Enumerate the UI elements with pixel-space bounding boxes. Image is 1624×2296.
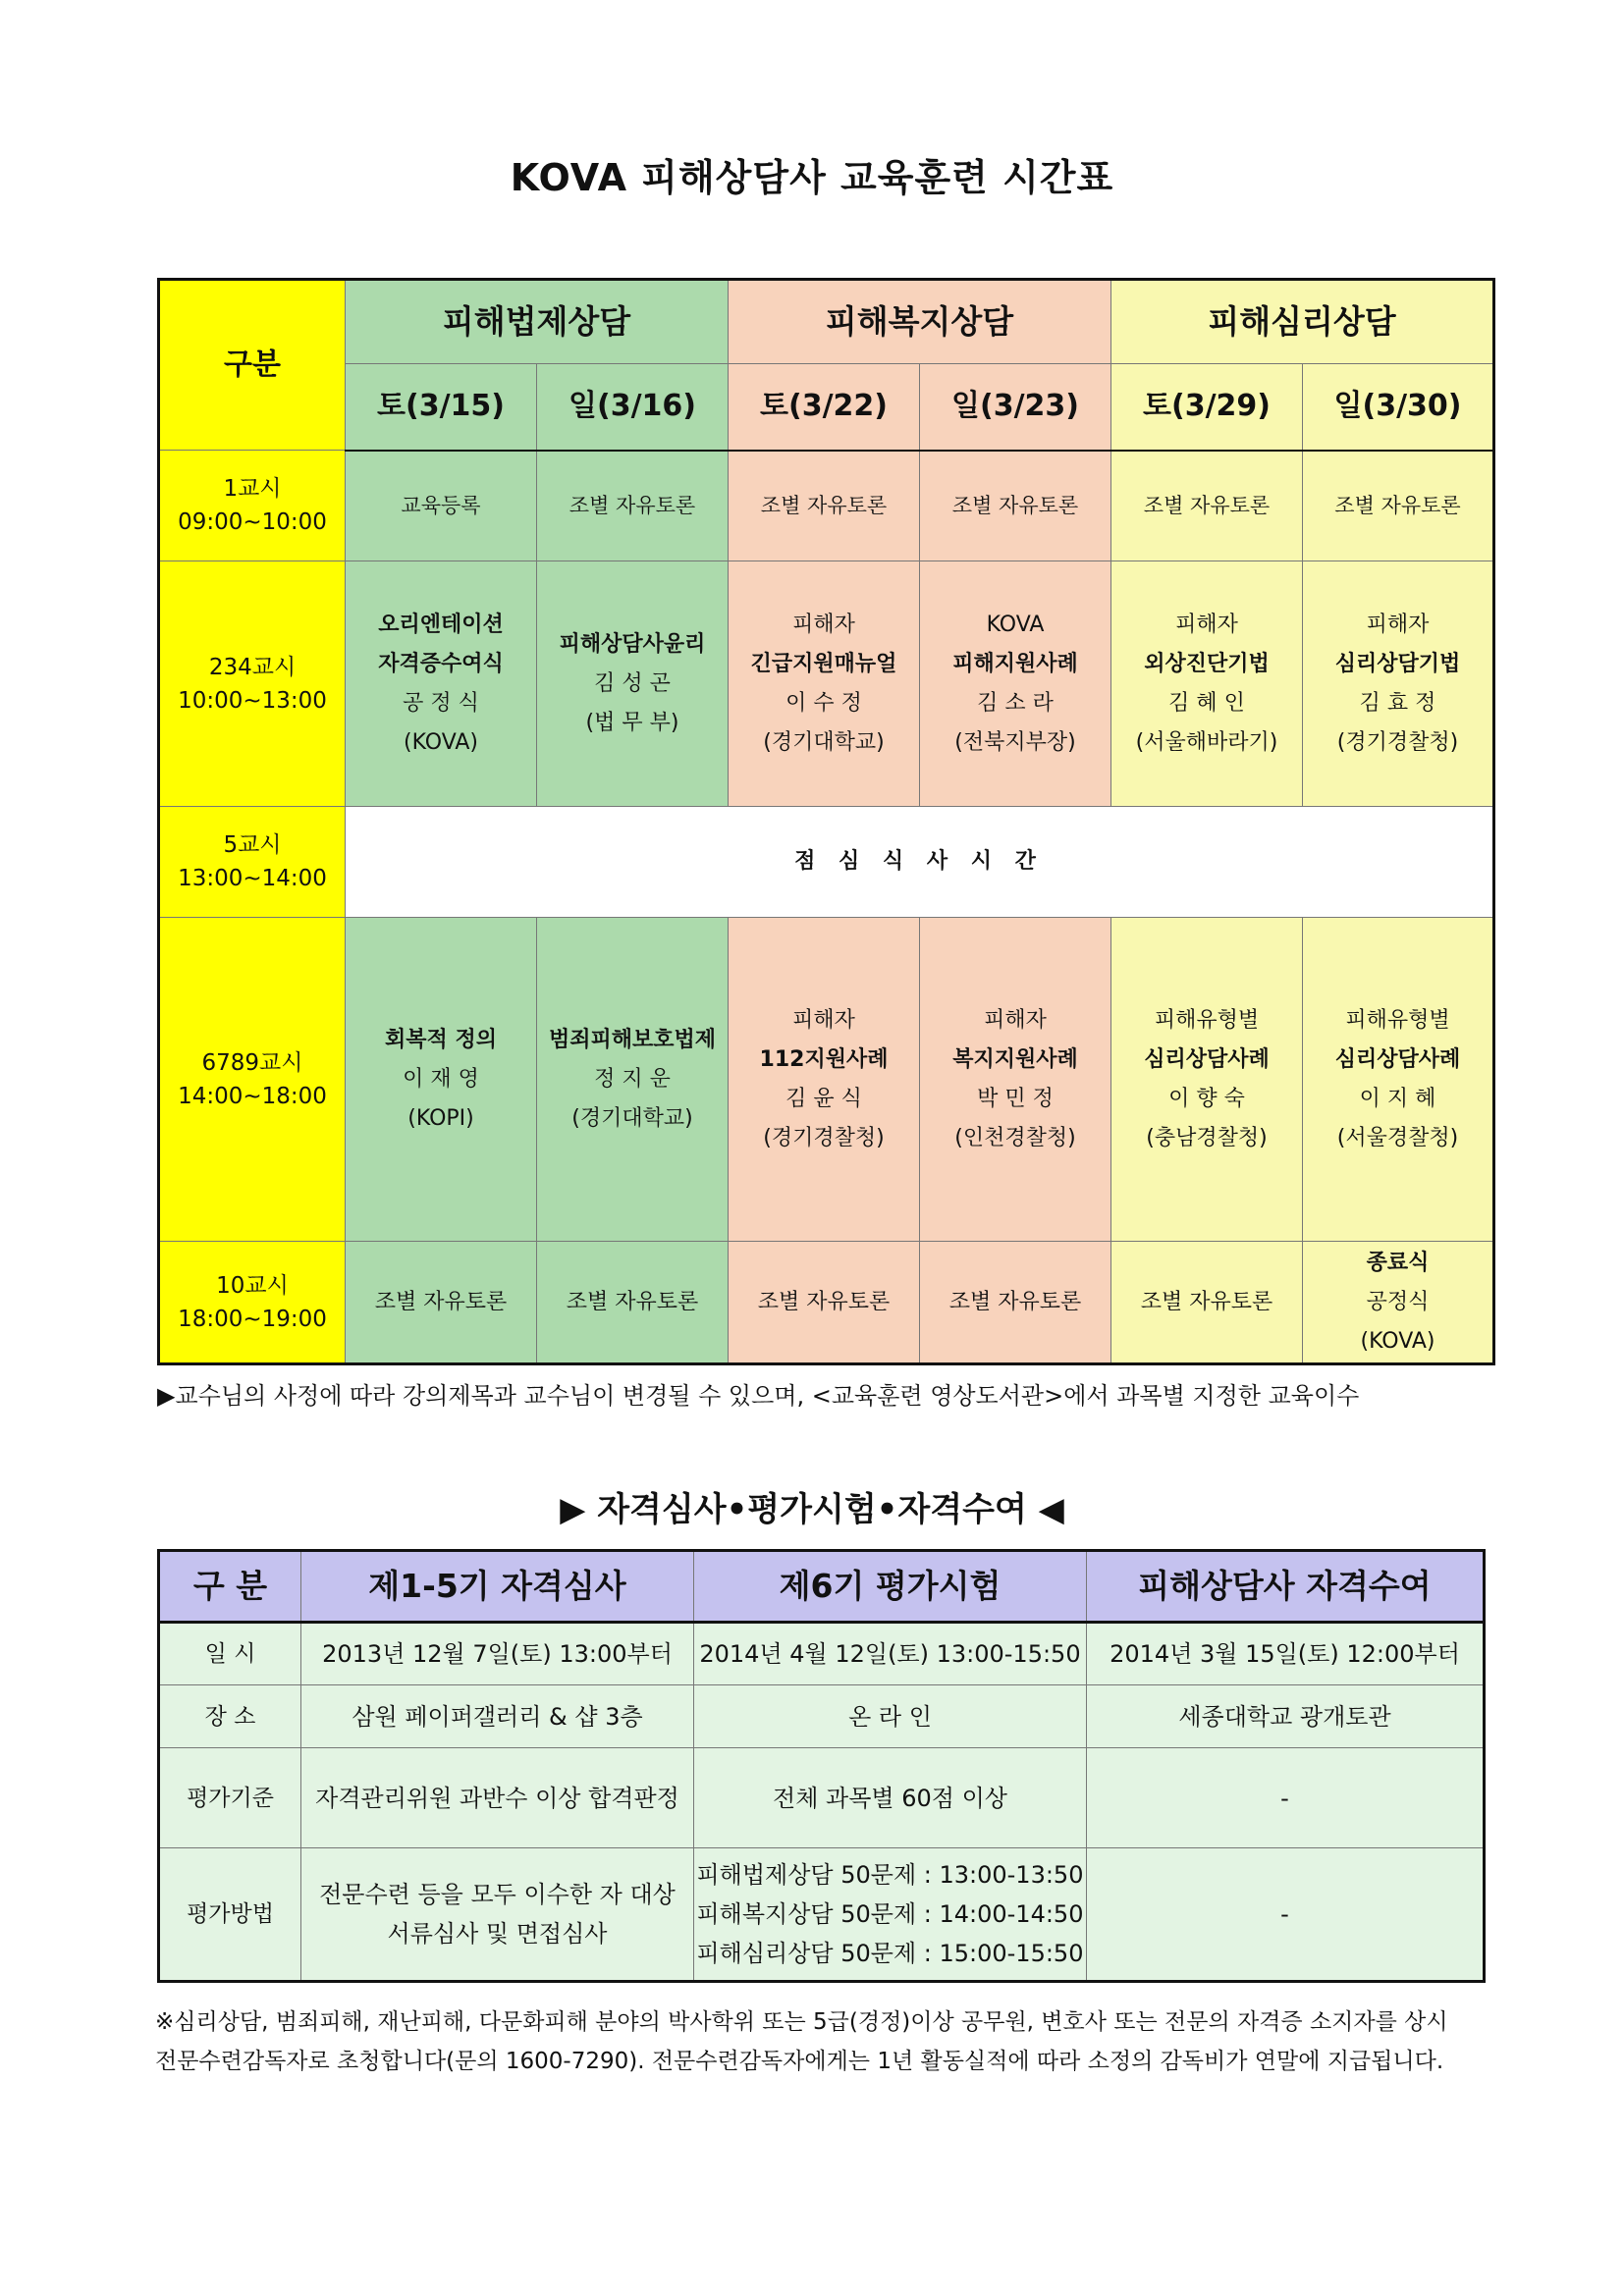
session-affiliation: (서울경찰청) xyxy=(1336,1125,1459,1150)
period-name: 10교시 xyxy=(216,1272,289,1299)
session-affiliation: (서울해바라기) xyxy=(1135,729,1278,755)
period-cell xyxy=(159,807,346,918)
session-cell xyxy=(920,561,1111,807)
session-lecturer: 이 향 숙 xyxy=(1168,1086,1245,1111)
group-legal: 피해법제상담 xyxy=(346,280,729,364)
session-affiliation: (인천경찰청) xyxy=(954,1125,1076,1150)
session-lecturer: 공 정 식 xyxy=(403,690,479,716)
session-cell: 조별 자유토론 xyxy=(1111,1242,1303,1364)
day-header: 토(3/29) xyxy=(1111,364,1303,451)
session-lecturer: 이 재 영 xyxy=(403,1066,479,1092)
page-title: KOVA 피해상담사 교육훈련 시간표 xyxy=(510,156,1114,199)
exam-header-row xyxy=(159,1551,1485,1623)
period-cell xyxy=(159,451,346,561)
period-name: 1교시 xyxy=(223,476,282,502)
session-affiliation: (경기경찰청) xyxy=(763,1125,885,1150)
exam-cell-line: 피해법제상담 50문제 : 13:00-13:50 xyxy=(696,1861,1084,1889)
session-title: 자격증수여식 xyxy=(378,651,504,676)
schedule-row xyxy=(159,561,1494,807)
session-lecturer: 김 윤 식 xyxy=(785,1086,862,1111)
footer-note-line: ※심리상담, 범죄피해, 재난피해, 다문화피해 분야의 박사학위 또는 5급(경정)이상 공무원, 변호사 또는 전문의 자격증 소지자를 상시 xyxy=(155,2009,1448,2035)
exam-cell xyxy=(301,1848,694,1982)
session-cell: 조별 자유토론 xyxy=(729,1242,920,1364)
session-cell xyxy=(537,918,729,1242)
period-name: 6789교시 xyxy=(201,1049,303,1076)
schedule-header-groups xyxy=(159,280,1494,364)
session-cell xyxy=(346,918,537,1242)
session-affiliation: (충남경찰청) xyxy=(1146,1125,1268,1150)
exam-header: 구 분 xyxy=(159,1551,301,1623)
session-lecturer: 김 성 곤 xyxy=(594,670,671,696)
session-affiliation: (전북지부장) xyxy=(954,729,1076,755)
session-title: 심리상담사례 xyxy=(1144,1046,1270,1072)
exam-header: 제1-5기 자격심사 xyxy=(301,1551,694,1623)
session-title: 심리상담사례 xyxy=(1334,1046,1461,1072)
session-affiliation: (KOPI) xyxy=(407,1105,474,1131)
schedule-table xyxy=(157,278,1495,1365)
session-cell: 조별 자유토론 xyxy=(1303,451,1494,561)
session-affiliation: (KOVA) xyxy=(1360,1328,1435,1354)
period-name: 5교시 xyxy=(223,832,282,858)
exam-cell-line: 피해복지상담 50문제 : 14:00-14:50 xyxy=(696,1900,1084,1928)
session-cell xyxy=(346,561,537,807)
period-cell xyxy=(159,561,346,807)
session-title: 피해지원사례 xyxy=(952,651,1078,676)
period-cell xyxy=(159,1242,346,1364)
session-title: 112지원사례 xyxy=(759,1046,889,1072)
session-lecturer: 정 지 운 xyxy=(594,1066,671,1092)
day-header: 토(3/22) xyxy=(729,364,920,451)
exam-row-label: 장 소 xyxy=(159,1685,301,1748)
session-cell: 조별 자유토론 xyxy=(920,1242,1111,1364)
exam-cell: 삼원 페이퍼갤러리 & 샵 3층 xyxy=(301,1685,694,1748)
period-time: 09:00~10:00 xyxy=(178,509,327,535)
session-cell: 조별 자유토론 xyxy=(537,451,729,561)
schedule-header-days xyxy=(159,364,1494,451)
exam-cell-line: 전문수련 등을 모두 이수한 자 대상 xyxy=(319,1881,676,1908)
session-title: 긴급지원매뉴얼 xyxy=(750,651,897,676)
schedule-row xyxy=(159,451,1494,561)
session-cell xyxy=(729,561,920,807)
exam-cell: 전체 과목별 60점 이상 xyxy=(694,1748,1087,1848)
group-psych: 피해심리상담 xyxy=(1111,280,1494,364)
period-name: 234교시 xyxy=(208,654,297,680)
session-title: 범죄피해보호법제 xyxy=(548,1027,717,1052)
period-time: 18:00~19:00 xyxy=(178,1306,327,1332)
day-header: 일(3/23) xyxy=(920,364,1111,451)
exam-row xyxy=(159,1748,1485,1848)
session-lecturer: 박 민 정 xyxy=(977,1086,1054,1111)
session-title: 외상진단기법 xyxy=(1144,651,1270,676)
session-cell xyxy=(729,918,920,1242)
session-lecturer: 김 효 정 xyxy=(1359,690,1436,716)
period-time: 13:00~14:00 xyxy=(178,866,327,891)
session-cell: 조별 자유토론 xyxy=(729,451,920,561)
session-cell: 교육등록 xyxy=(346,451,537,561)
session-lecturer: 김 혜 인 xyxy=(1168,690,1245,716)
lunch-cell: 점 심 식 사 시 간 xyxy=(346,807,1494,918)
footer-note-line: 전문수련감독자로 초청합니다(문의 1600-7290). 전문수련감독자에게는 1년 활동실적에 따라 소정의 감독비가 연말에 지급됩니다. xyxy=(155,2049,1444,2074)
session-cell xyxy=(1303,1242,1494,1364)
session-line: 피해자 xyxy=(984,1007,1047,1033)
schedule-note: ▶교수님의 사정에 따라 강의제목과 교수님이 변경될 수 있으며, <교육훈련 영상도서관>에서 과목별 지정한 교육이수 xyxy=(157,1382,1360,1410)
session-cell: 조별 자유토론 xyxy=(920,451,1111,561)
exam-header: 피해상담사 자격수여 xyxy=(1087,1551,1485,1623)
session-affiliation: (경기경찰청) xyxy=(1336,729,1459,755)
exam-cell: 2013년 12월 7일(토) 13:00부터 xyxy=(301,1623,694,1685)
session-line: 피해자 xyxy=(1175,612,1238,637)
exam-row xyxy=(159,1685,1485,1748)
schedule-row xyxy=(159,918,1494,1242)
session-affiliation: (KOVA) xyxy=(403,729,478,755)
exam-cell: 자격관리위원 과반수 이상 합격판정 xyxy=(301,1748,694,1848)
exam-row-label: 일 시 xyxy=(159,1623,301,1685)
session-title: 회복적 정의 xyxy=(385,1027,497,1052)
session-line: 피해자 xyxy=(792,612,855,637)
session-cell: 조별 자유토론 xyxy=(537,1242,729,1364)
session-title: 종료식 xyxy=(1366,1250,1430,1275)
exam-cell: 2014년 3월 15일(토) 12:00부터 xyxy=(1087,1623,1485,1685)
session-lecturer: 이 지 혜 xyxy=(1359,1086,1436,1111)
section-title: ▶ 자격심사•평가시험•자격수여 ◀ xyxy=(560,1490,1064,1529)
session-cell xyxy=(1111,918,1303,1242)
exam-cell xyxy=(694,1848,1087,1982)
schedule-row xyxy=(159,807,1494,918)
session-cell xyxy=(537,561,729,807)
session-cell xyxy=(1303,918,1494,1242)
session-cell xyxy=(1303,561,1494,807)
exam-cell: - xyxy=(1087,1848,1485,1982)
session-cell: 조별 자유토론 xyxy=(1111,451,1303,561)
session-affiliation: (법 무 부) xyxy=(585,710,679,735)
session-line: 오리엔테이션 xyxy=(378,612,504,637)
exam-row-label: 평가방법 xyxy=(159,1848,301,1982)
exam-row xyxy=(159,1848,1485,1982)
exam-row xyxy=(159,1623,1485,1685)
period-time: 10:00~13:00 xyxy=(178,687,327,714)
period-time: 14:00~18:00 xyxy=(178,1083,327,1109)
period-cell xyxy=(159,918,346,1242)
exam-cell: - xyxy=(1087,1748,1485,1848)
schedule-row xyxy=(159,1242,1494,1364)
session-lecturer: 공정식 xyxy=(1366,1289,1430,1314)
session-line: 피해유형별 xyxy=(1345,1007,1450,1033)
exam-cell-line: 피해심리상담 50문제 : 15:00-15:50 xyxy=(696,1940,1084,1967)
exam-header: 제6기 평가시험 xyxy=(694,1551,1087,1623)
day-header: 일(3/30) xyxy=(1303,364,1494,451)
session-affiliation: (경기대학교) xyxy=(571,1105,693,1131)
exam-row-label: 평가기준 xyxy=(159,1748,301,1848)
session-cell xyxy=(1111,561,1303,807)
gubun-header: 구분 xyxy=(159,280,346,451)
day-header: 토(3/15) xyxy=(346,364,537,451)
session-title: 심리상담기법 xyxy=(1334,651,1461,676)
exam-cell: 2014년 4월 12일(토) 13:00-15:50 xyxy=(694,1623,1087,1685)
exam-table xyxy=(157,1549,1486,1983)
footer-note xyxy=(155,2002,1549,2081)
session-line: 피해자 xyxy=(792,1007,855,1033)
group-welfare: 피해복지상담 xyxy=(729,280,1111,364)
session-title: 복지지원사례 xyxy=(952,1046,1078,1072)
session-line: 피해유형별 xyxy=(1154,1007,1260,1033)
session-line: 피해자 xyxy=(1366,612,1430,637)
day-header: 일(3/16) xyxy=(537,364,729,451)
session-affiliation: (경기대학교) xyxy=(763,729,885,755)
session-line: KOVA xyxy=(986,612,1045,637)
session-lecturer: 이 수 정 xyxy=(785,690,862,716)
session-cell xyxy=(920,918,1111,1242)
session-title: 피해상담사윤리 xyxy=(559,631,706,657)
exam-cell: 세종대학교 광개토관 xyxy=(1087,1685,1485,1748)
exam-cell: 온 라 인 xyxy=(694,1685,1087,1748)
exam-cell-line: 서류심사 및 면접심사 xyxy=(387,1920,608,1948)
session-lecturer: 김 소 라 xyxy=(977,690,1054,716)
session-cell: 조별 자유토론 xyxy=(346,1242,537,1364)
